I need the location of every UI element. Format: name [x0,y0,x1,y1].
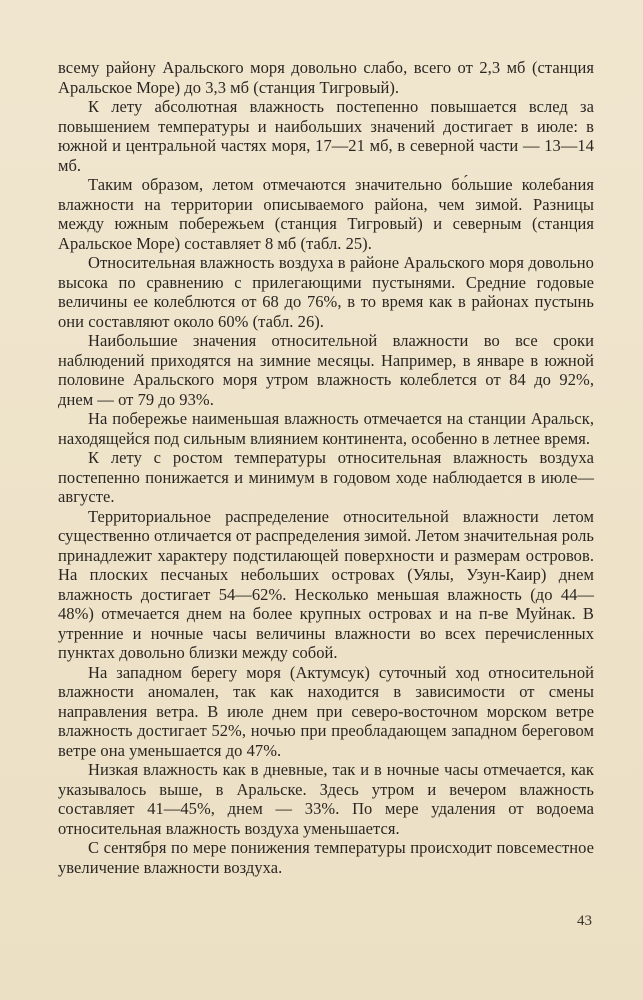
paragraph-3: Таким образом, летом отмечаются значительно бо́льшие колебания влажности на территории описываемого района, чем зимой. Разницы между южным побережьем (станция Тигровый) и северным (станция Аральское Море) составляет 8 мб (табл. 25). [58,175,594,253]
paragraph-4: Относительная влажность воздуха в районе Аральского моря довольно высока по сравнению с прилегающими пустынями. Средние годовые величины ее колеблются от 68 до 76%, в то время как в районах пустынь они составляют около 60% (табл. 26). [58,253,594,331]
paragraph-7: К лету с ростом температуры относительная влажность воздуха постепенно понижается и минимум в годовом ходе наблюдается в июле—августе. [58,448,594,506]
paragraph-5: Наибольшие значения относительной влажности во все сроки наблюдений приходятся на зимние месяцы. Например, в январе в южной половине Аральского моря утром влажность колеблется от 84 до 92%, днем — от 79 до 93%. [58,331,594,409]
paragraph-8: Территориальное распределение относительной влажности летом существенно отличается от распределения зимой. Летом значительная роль принадлежит характеру подстилающей поверхности и размерам островов. На плоских песчаных небольших островах (Уялы, Узун-Каир) днем влажность достигает 54—62%. Несколько меньшая влажность (до 44—48%) отмечается днем на более крупных островах и на п-ве Муйнак. В утренние и ночные часы величины влажности во всех перечисленных пунктах довольно близки между собой. [58,506,594,662]
paragraph-2: К лету абсолютная влажность постепенно повышается вслед за повышением температуры и наибольших значений достигает в июле: в южной и центральной частях моря, 17—21 мб, в северной части — 13—14 мб. [58,97,594,175]
paragraph-1: всему району Аральского моря довольно слабо, всего от 2,3 мб (станция Аральское Море) до 3,3 мб (станция Тигровый). [58,58,594,97]
paragraph-6: На побережье наименьшая влажность отмечается на станции Аральск, находящейся под сильным влиянием континента, особенно в летнее время. [58,409,594,448]
body-text [58,58,594,877]
paragraph-11: С сентября по мере понижения температуры происходит повсеместное увеличение влажности воздуха. [58,838,594,877]
paragraph-10: Низкая влажность как в дневные, так и в ночные часы отмечается, как указывалось выше, в Аральске. Здесь утром и вечером влажность составляет 41—45%, днем — 33%. По мере удаления от водоема относительная влажность воздуха уменьшается. [58,760,594,838]
page-number: 43 [577,913,592,929]
paragraph-9: На западном берегу моря (Актумсук) суточный ход относительной влажности аномален, так как находится в зависимости от смены направления ветра. В июле днем при северо-восточном морском ветре влажность достигает 52%, ночью при преобладающем западном береговом ветре она уменьшается до 47%. [58,662,594,760]
